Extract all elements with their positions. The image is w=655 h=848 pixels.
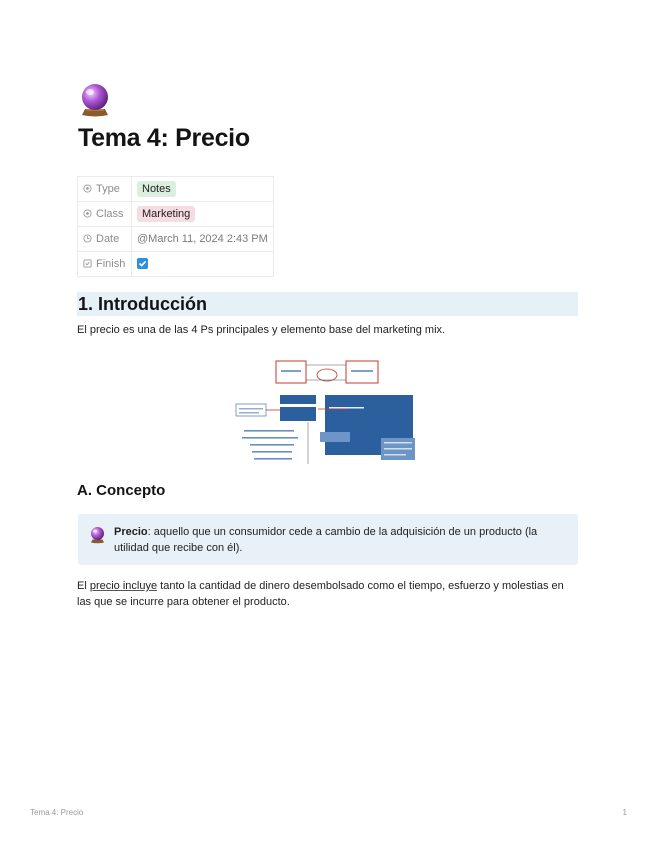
finish-checkbox[interactable] [137, 258, 148, 269]
page-title: Tema 4: Precio [78, 124, 250, 152]
crystal-ball-icon [89, 526, 106, 544]
concepto-paragraph-start: El [77, 580, 90, 592]
callout-definicion-precio [78, 514, 578, 565]
precio-incluye-underlined: precio incluye [89, 580, 158, 592]
type-tag[interactable]: Notes [137, 181, 176, 197]
date-value[interactable]: @March 11, 2024 2:43 PM [137, 233, 268, 245]
check-icon [137, 258, 148, 269]
footer-page-number: 1 [622, 808, 627, 817]
concepto-paragraph-end: tanto la cantidad de dinero desembolsado como el tiempo, esfuerzo y molestias en las que se incurre para obtener el producto. [77, 580, 564, 608]
callout-text [114, 524, 554, 556]
callout-term: Precio [114, 526, 148, 538]
property-label-date: Date [96, 233, 120, 245]
property-label-class: Class [96, 208, 124, 220]
property-row-date [78, 227, 274, 252]
property-row-finish [78, 252, 274, 277]
footer-title: Tema 4: Precio [30, 808, 84, 817]
crystal-ball-icon [78, 82, 112, 118]
list-icon [83, 184, 92, 193]
concepto-paragraph [77, 578, 577, 610]
property-row-class [78, 202, 274, 227]
callout-definition: : aquello que un consumidor cede a cambio de la adquisición de un producto (la utilidad que recibe con él). [114, 526, 538, 554]
list-icon [83, 209, 92, 218]
marketing-mix-diagram-image [228, 356, 428, 464]
class-tag[interactable]: Marketing [137, 206, 195, 222]
checkbox-icon [83, 259, 92, 268]
heading-concepto: A. Concepto [77, 482, 166, 499]
intro-paragraph: El precio es una de las 4 Ps principales y elemento base del marketing mix. [77, 324, 446, 336]
property-label-type: Type [96, 183, 120, 195]
heading-introduccion: 1. Introducción [77, 292, 578, 316]
property-label-finish: Finish [96, 258, 126, 270]
properties-table [77, 176, 274, 277]
clock-icon [83, 234, 92, 243]
property-row-type [78, 177, 274, 202]
